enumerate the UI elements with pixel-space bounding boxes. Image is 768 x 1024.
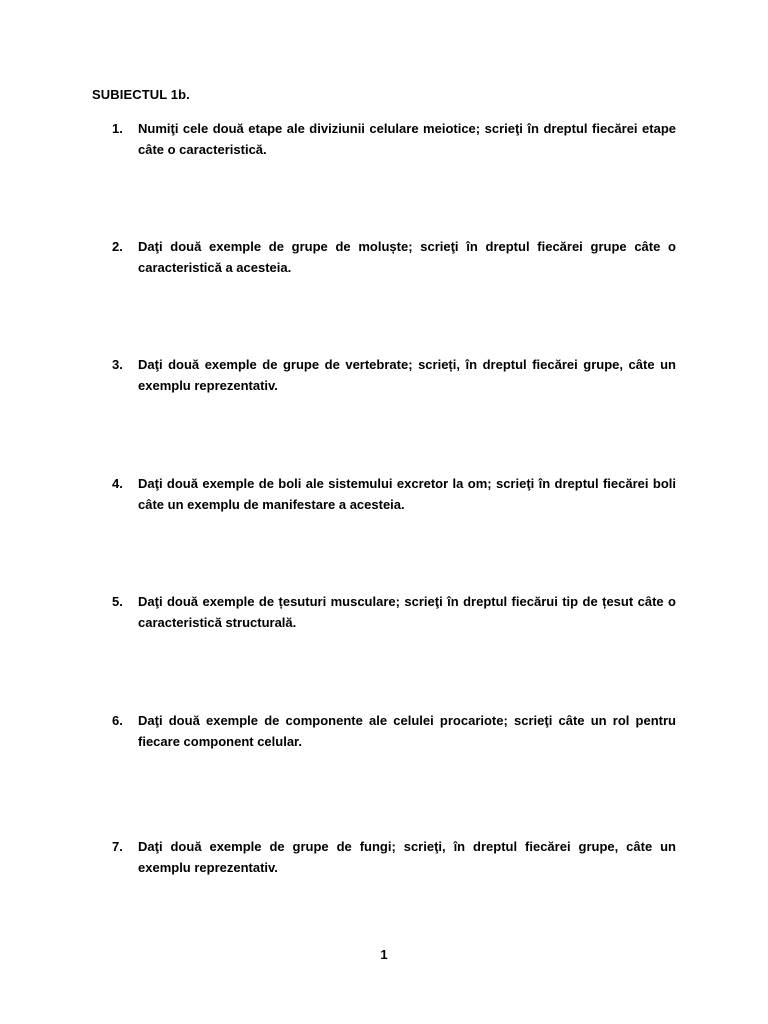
question-number: 2.: [112, 239, 123, 254]
question-number: 6.: [112, 713, 123, 728]
page-number: 1: [380, 947, 388, 962]
question-text: Daţi două exemple de țesuturi musculare; scrieţi în dreptul fiecărui tip de țesut câte o caracteristică structurală.: [138, 594, 676, 630]
question-text: Daţi două exemple de componente ale celulei procariote; scrieţi câte un rol pentru fiecare component celular.: [138, 713, 676, 749]
question-item: [112, 118, 676, 160]
question-number: 3.: [112, 357, 123, 372]
section-heading: SUBIECTUL 1b.: [92, 87, 190, 102]
question-item: [112, 710, 676, 752]
question-text: Numiţi cele două etape ale diviziunii celulare meiotice; scrieţi în dreptul fiecărei etape câte o caracteristică.: [138, 121, 676, 157]
question-item: [112, 473, 676, 515]
question-number: 7.: [112, 839, 123, 854]
question-item: [112, 354, 676, 396]
question-number: 4.: [112, 476, 123, 491]
question-text: Daţi două exemple de boli ale sistemului excretor la om; scrieţi în dreptul fiecărei boli câte un exemplu de manifestare a acesteia.: [138, 476, 676, 512]
question-text: Daţi două exemple de grupe de vertebrate; scrieți, în dreptul fiecărei grupe, câte un exemplu reprezentativ.: [138, 357, 676, 393]
question-number: 1.: [112, 121, 123, 136]
question-item: [112, 591, 676, 633]
question-item: [112, 836, 676, 878]
question-text: Daţi două exemple de grupe de fungi; scrieţi, în dreptul fiecărei grupe, câte un exemplu reprezentativ.: [138, 839, 676, 875]
question-text: Daţi două exemple de grupe de moluște; scrieţi în dreptul fiecărei grupe câte o caracteristică a acesteia.: [138, 239, 676, 275]
question-item: [112, 236, 676, 278]
question-number: 5.: [112, 594, 123, 609]
